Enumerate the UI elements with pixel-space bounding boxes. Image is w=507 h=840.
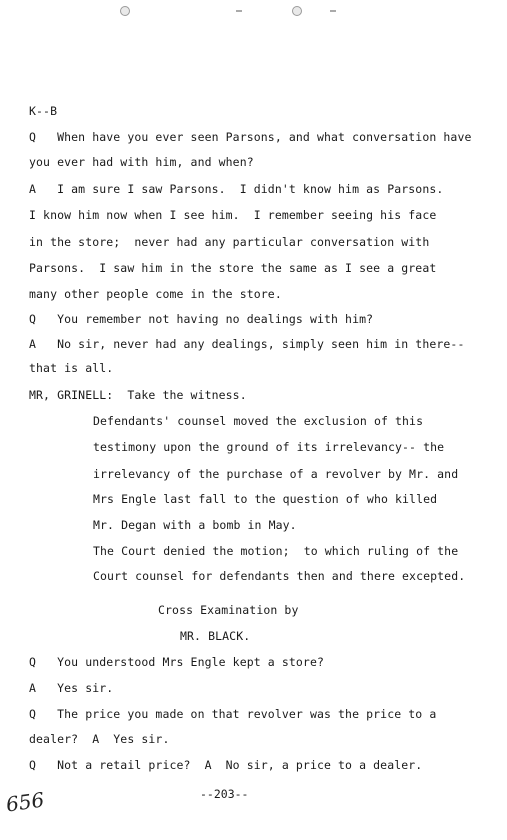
- court-note-line: Mrs Engle last fall to the question of who killed: [93, 492, 438, 506]
- transcript-line: Q You understood Mrs Engle kept a store?: [29, 655, 324, 669]
- transcript-line: A I am sure I saw Parsons. I didn't know him as Parsons.: [29, 182, 444, 196]
- transcript-line: A No sir, never had any dealings, simply seen him in there--: [29, 337, 465, 351]
- scan-mark: [236, 10, 242, 12]
- court-note-line: irrelevancy of the purchase of a revolver by Mr. and: [93, 467, 459, 481]
- transcript-line: Parsons. I saw him in the store the same as I see a great: [29, 261, 437, 275]
- transcript-line: you ever had with him, and when?: [29, 155, 254, 169]
- transcript-line: dealer? A Yes sir.: [29, 732, 170, 746]
- transcript-line: A Yes sir.: [29, 681, 114, 695]
- cross-examination-heading: Cross Examination by: [158, 603, 299, 617]
- court-note-line: Mr. Degan with a bomb in May.: [93, 518, 297, 532]
- page-number: --203--: [200, 787, 249, 801]
- transcript-line: Q You remember not having no dealings with him?: [29, 312, 374, 326]
- binding-hole-mark: [120, 6, 130, 16]
- binding-hole-mark: [292, 6, 302, 16]
- transcript-line: I know him now when I see him. I remember seeing his face: [29, 208, 437, 222]
- section-code: K--B: [29, 104, 58, 118]
- court-note-line: Defendants' counsel moved the exclusion of this: [93, 414, 424, 428]
- transcript-line: Q Not a retail price? A No sir, a price to a dealer.: [29, 758, 423, 772]
- transcript-line: that is all.: [29, 361, 114, 375]
- court-note-line: Court counsel for defendants then and there excepted.: [93, 569, 466, 583]
- scan-mark: [330, 10, 336, 12]
- transcript-line: Q The price you made on that revolver was the price to a: [29, 707, 437, 721]
- handwritten-page-number: 656: [4, 787, 46, 817]
- transcript-line: Q When have you ever seen Parsons, and what conversation have: [29, 130, 472, 144]
- examiner-name: MR. BLACK.: [180, 629, 251, 643]
- court-note-line: The Court denied the motion; to which ruling of the: [93, 544, 459, 558]
- transcript-line: in the store; never had any particular conversation with: [29, 235, 430, 249]
- court-note-line: testimony upon the ground of its irrelevancy-- the: [93, 440, 445, 454]
- transcript-line: many other people come in the store.: [29, 287, 282, 301]
- transcript-line: MR, GRINELL: Take the witness.: [29, 388, 247, 402]
